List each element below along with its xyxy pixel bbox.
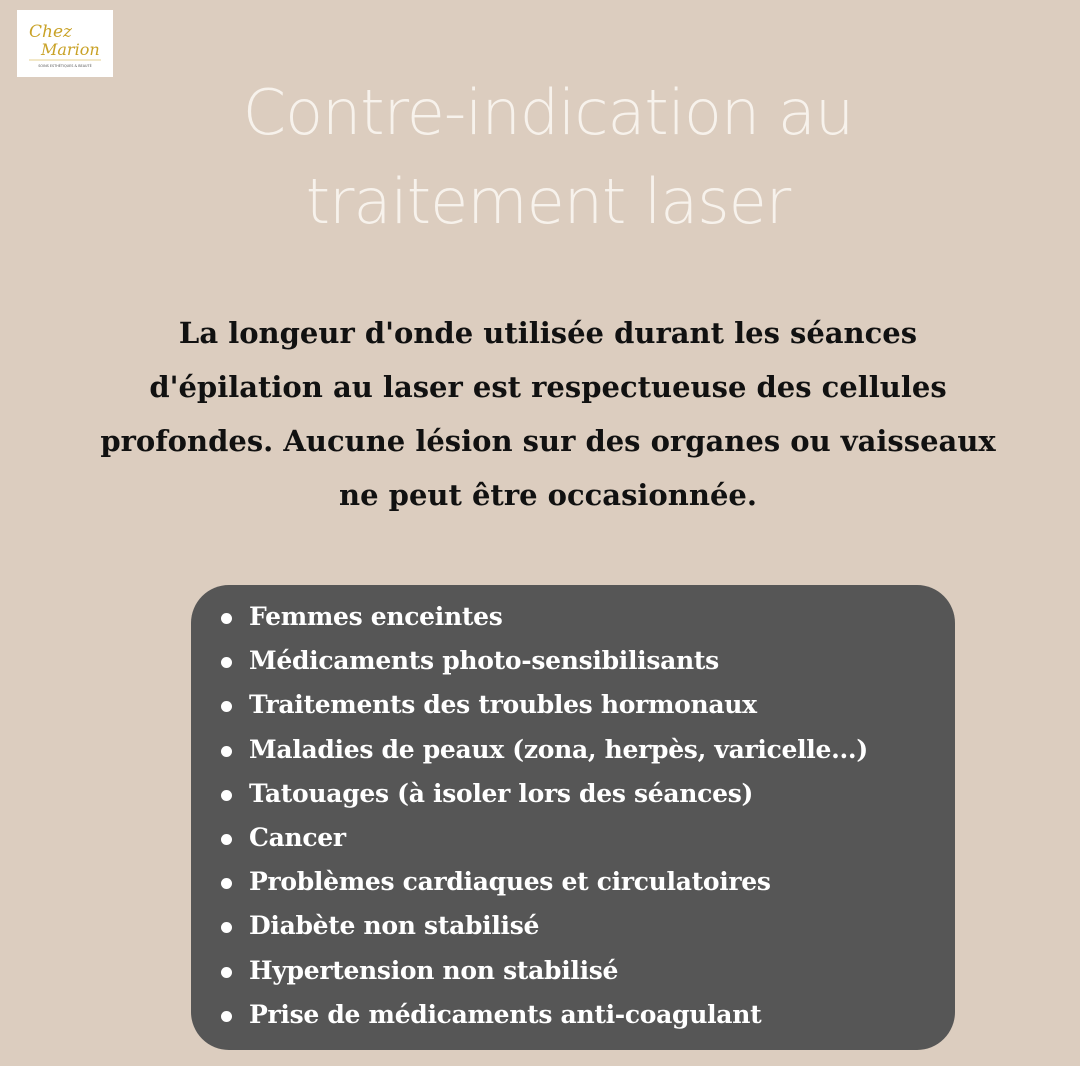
- list-item: [249, 816, 955, 860]
- page-title-line: Contre-indication au: [242, 76, 854, 149]
- list-item: [249, 683, 955, 727]
- intro-line: d'épilation au laser est respectueuse des cellules: [149, 370, 947, 404]
- list-item-label: Cancer: [249, 823, 346, 853]
- list-item-label: Femmes enceintes: [249, 602, 503, 631]
- list-item: [249, 772, 955, 816]
- list-item-label: Tatouages (à isoler lors des séances): [249, 778, 754, 808]
- bullet-icon: [221, 613, 232, 624]
- bullet-icon: [221, 746, 232, 757]
- list-item-label: Problèmes cardiaques et circulatoires: [249, 867, 771, 897]
- bullet-icon: [221, 922, 232, 933]
- bullet-icon: [221, 878, 232, 889]
- list-item-label: Diabète non stabilisé: [249, 911, 540, 941]
- brand-logo: [17, 10, 113, 77]
- logo-line2: Marion: [41, 40, 100, 59]
- contraindications-panel: [191, 585, 955, 1050]
- logo-artwork: [17, 10, 113, 77]
- page-title: [0, 68, 1080, 246]
- list-item: [249, 993, 955, 1037]
- intro-line: ne peut être occasionnée.: [339, 478, 757, 512]
- intro-paragraph: [20, 306, 1076, 522]
- bullet-icon: [221, 790, 232, 801]
- bullet-icon: [221, 701, 232, 712]
- list-item: [249, 949, 955, 993]
- contraindications-list: [191, 595, 955, 1037]
- list-item: [249, 728, 955, 772]
- intro-line: La longeur d'onde utilisée durant les séances: [178, 316, 918, 350]
- list-item: [249, 904, 955, 948]
- list-item: [249, 860, 955, 904]
- logo-line1: Chez: [29, 22, 72, 42]
- bullet-icon: [221, 967, 232, 978]
- bullet-icon: [221, 657, 232, 668]
- logo-tagline: SOINS ESTHÉTIQUES & BEAUTÉ: [38, 64, 92, 68]
- list-item-label: Médicaments photo-sensibilisants: [249, 646, 719, 676]
- bullet-icon: [221, 1011, 232, 1022]
- list-item-label: Traitements des troubles hormonaux: [249, 690, 757, 720]
- list-item-label: Hypertension non stabilisé: [249, 955, 619, 985]
- list-item: [249, 639, 955, 683]
- bullet-icon: [221, 834, 232, 845]
- list-item-label: Prise de médicaments anti-coagulant: [249, 999, 762, 1029]
- intro-line: profondes. Aucune lésion sur des organes ou vaisseaux: [100, 424, 996, 458]
- list-item: [249, 595, 955, 639]
- list-item-label: Maladies de peaux (zona, herpès, varicelle...): [249, 734, 868, 764]
- page-title-line: traitement laser: [305, 165, 791, 238]
